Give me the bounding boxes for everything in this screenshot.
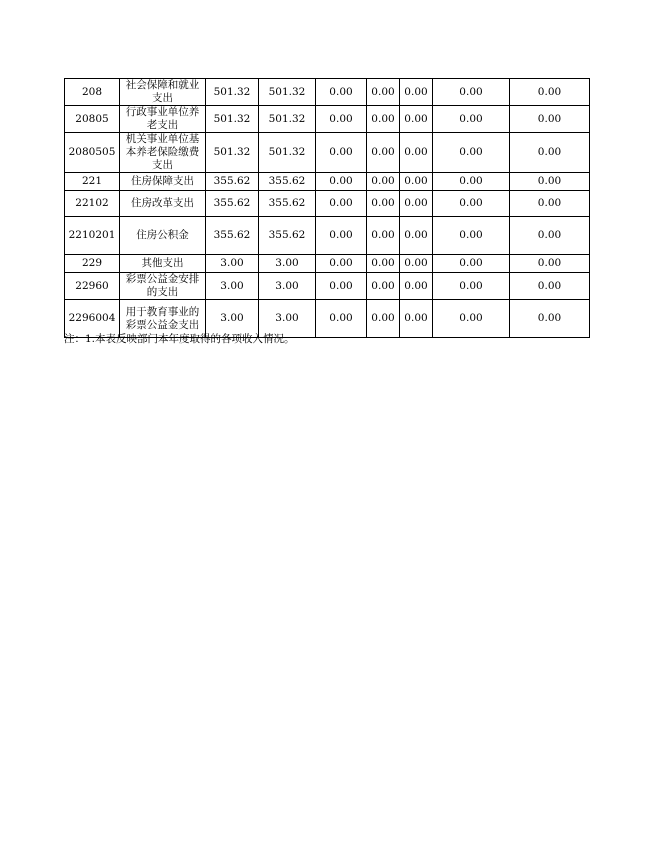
row-col-7: 0.00: [510, 173, 590, 191]
row-col-5: 0.00: [400, 191, 433, 217]
row-col-4: 0.00: [367, 191, 400, 217]
row-code: 208: [65, 79, 120, 106]
row-name: 其他支出: [120, 255, 206, 273]
row-col-2: 501.32: [259, 133, 316, 173]
row-col-1: 501.32: [206, 106, 259, 133]
row-code: 2210201: [65, 217, 120, 255]
row-col-7: 0.00: [510, 191, 590, 217]
row-col-3: 0.00: [316, 255, 367, 273]
row-col-7: 0.00: [510, 79, 590, 106]
table-row: [65, 300, 590, 338]
row-col-1: 355.62: [206, 191, 259, 217]
row-name: 社会保障和就业支出: [120, 79, 206, 106]
row-col-5: 0.00: [400, 255, 433, 273]
row-col-2: 355.62: [259, 173, 316, 191]
row-col-4: 0.00: [367, 79, 400, 106]
row-col-4: 0.00: [367, 106, 400, 133]
row-code: 2296004: [65, 300, 120, 338]
row-col-7: 0.00: [510, 255, 590, 273]
table-row: [65, 191, 590, 217]
row-col-5: 0.00: [400, 106, 433, 133]
table-row: [65, 255, 590, 273]
row-col-2: 501.32: [259, 79, 316, 106]
row-col-1: 501.32: [206, 79, 259, 106]
row-col-5: 0.00: [400, 133, 433, 173]
row-name: 机关事业单位基本养老保险缴费支出: [120, 133, 206, 173]
row-col-4: 0.00: [367, 300, 400, 338]
row-col-2: 355.62: [259, 191, 316, 217]
row-code: 229: [65, 255, 120, 273]
row-col-7: 0.00: [510, 133, 590, 173]
table-row: [65, 133, 590, 173]
table-row: [65, 217, 590, 255]
row-col-2: 3.00: [259, 300, 316, 338]
row-name: 住房改革支出: [120, 191, 206, 217]
row-col-3: 0.00: [316, 173, 367, 191]
row-col-5: 0.00: [400, 217, 433, 255]
table-row: [65, 79, 590, 106]
row-col-6: 0.00: [433, 133, 510, 173]
row-col-1: 501.32: [206, 133, 259, 173]
row-col-5: 0.00: [400, 273, 433, 300]
row-col-5: 0.00: [400, 300, 433, 338]
row-col-2: 501.32: [259, 106, 316, 133]
row-col-1: 3.00: [206, 273, 259, 300]
row-col-6: 0.00: [433, 217, 510, 255]
row-name: 住房保障支出: [120, 173, 206, 191]
row-name: 彩票公益金安排的支出: [120, 273, 206, 300]
row-col-4: 0.00: [367, 255, 400, 273]
row-col-7: 0.00: [510, 217, 590, 255]
row-col-4: 0.00: [367, 133, 400, 173]
row-col-3: 0.00: [316, 191, 367, 217]
row-col-2: 3.00: [259, 273, 316, 300]
row-col-1: 3.00: [206, 255, 259, 273]
row-code: 2080505: [65, 133, 120, 173]
row-col-3: 0.00: [316, 106, 367, 133]
row-col-6: 0.00: [433, 255, 510, 273]
row-col-6: 0.00: [433, 106, 510, 133]
table-row: [65, 273, 590, 300]
row-col-3: 0.00: [316, 79, 367, 106]
row-col-2: 355.62: [259, 217, 316, 255]
row-col-2: 3.00: [259, 255, 316, 273]
row-col-3: 0.00: [316, 300, 367, 338]
row-col-4: 0.00: [367, 217, 400, 255]
row-code: 22102: [65, 191, 120, 217]
row-code: 221: [65, 173, 120, 191]
row-col-5: 0.00: [400, 79, 433, 106]
row-col-7: 0.00: [510, 273, 590, 300]
row-col-4: 0.00: [367, 173, 400, 191]
row-col-6: 0.00: [433, 79, 510, 106]
row-code: 22960: [65, 273, 120, 300]
row-name: 用于教育事业的彩票公益金支出: [120, 300, 206, 338]
row-col-7: 0.00: [510, 106, 590, 133]
income-table: [64, 78, 590, 338]
row-col-6: 0.00: [433, 191, 510, 217]
row-col-4: 0.00: [367, 273, 400, 300]
row-col-6: 0.00: [433, 173, 510, 191]
table-row: [65, 173, 590, 191]
row-col-3: 0.00: [316, 133, 367, 173]
table-note: 注：1.本表反映部门本年度取得的各项收入情况。: [64, 333, 295, 345]
row-col-1: 355.62: [206, 173, 259, 191]
row-name: 行政事业单位养老支出: [120, 106, 206, 133]
row-col-3: 0.00: [316, 273, 367, 300]
row-col-1: 355.62: [206, 217, 259, 255]
row-col-1: 3.00: [206, 300, 259, 338]
row-col-5: 0.00: [400, 173, 433, 191]
row-col-3: 0.00: [316, 217, 367, 255]
row-name: 住房公积金: [120, 217, 206, 255]
table-row: [65, 106, 590, 133]
row-code: 20805: [65, 106, 120, 133]
row-col-6: 0.00: [433, 273, 510, 300]
row-col-6: 0.00: [433, 300, 510, 338]
row-col-7: 0.00: [510, 300, 590, 338]
